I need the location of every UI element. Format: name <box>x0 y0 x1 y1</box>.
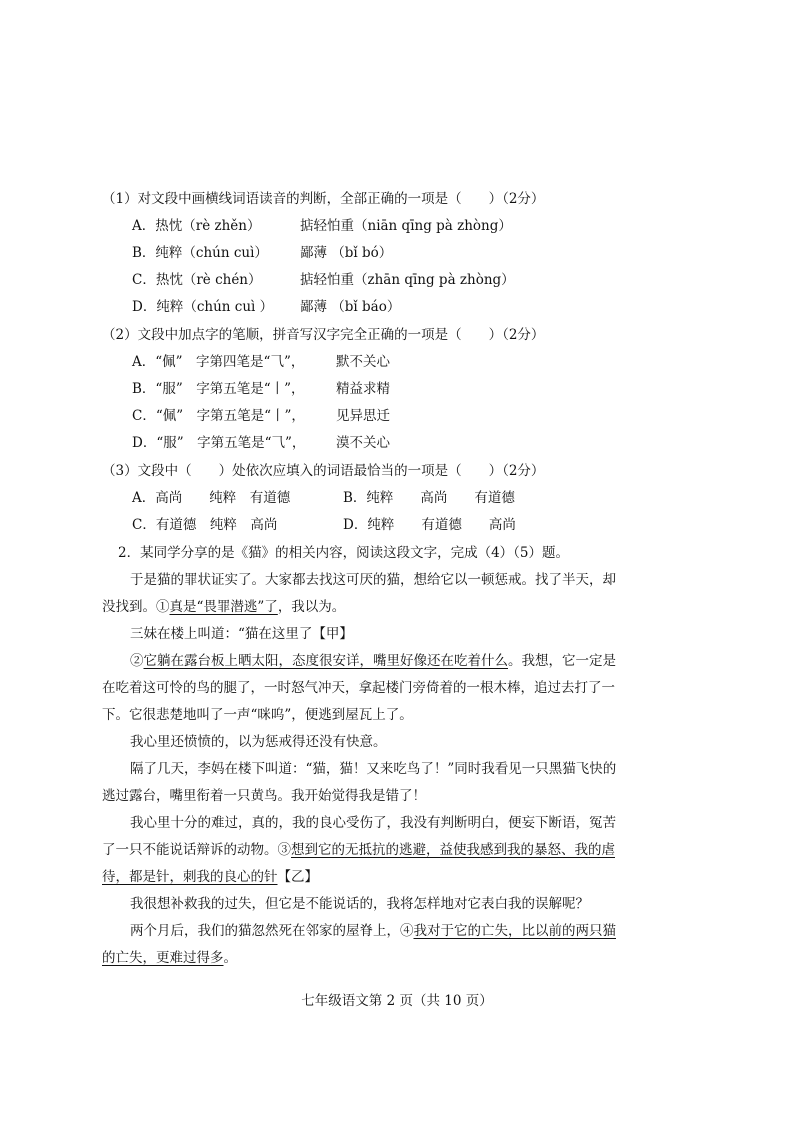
q1-option-c-left: C．热忱（rè chén） <box>132 272 262 288</box>
q1-option-c-right: 掂轻怕重（zhān qīng pà zhòng） <box>300 272 515 288</box>
passage-line: 了一只不能说话辩诉的动物。③想到它的无抵抗的逃避，益使我感到我的暴怒、我的虐 <box>102 842 615 858</box>
passage-line: 于是猫的罪状证实了。大家都去找这可厌的猫，想给它以一顿惩戒。找了半天，却 <box>130 572 616 588</box>
q3-option-c: C．有道德 纯粹 高尚 <box>132 517 278 533</box>
passage-line: 我心里还愤愤的，以为惩戒得还没有快意。 <box>130 734 387 750</box>
q1-stem: （1）对文段中画横线词语读音的判断，全部正确的一项是（ ）（2分） <box>102 191 545 207</box>
passage-line: 待，都是针，刺我的良心的针【乙】 <box>102 869 318 885</box>
section-2-heading: 2．某同学分享的是《猫》的相关内容，阅读这段文字，完成（4）（5）题。 <box>118 545 570 561</box>
q1-option-b-right: 鄙薄 （bǐ bó） <box>300 245 393 261</box>
q2-option-c-left: C．“佩” 字第五笔是“丨”， <box>132 408 305 424</box>
q2-stem: （2）文段中加点字的笔顺，拼音写汉字完全正确的一项是（ ）（2分） <box>102 327 545 343</box>
passage-line: 三妹在楼上叫道：“猫在这里了【甲】 <box>130 626 353 642</box>
passage-line: 我心里十分的难过，真的，我的良心受伤了，我没有判断明白，便妄下断语，冤苦 <box>130 815 616 831</box>
underlined-sentence-3: 想到它的无抵抗的逃避，益使我感到我的暴怒、我的虐 <box>291 842 615 858</box>
passage-line: 下。它很悲楚地叫了一声“咪呜”，便逃到屋瓦上了。 <box>102 707 413 723</box>
q2-option-b-right: 精益求精 <box>336 381 390 397</box>
q2-option-d-right: 漠不关心 <box>336 435 390 451</box>
q1-option-d-right: 鄙薄 （bǐ báo） <box>300 299 401 315</box>
passage-line: ②它躺在露台板上晒太阳，态度很安详，嘴里好像还在吃着什么。我想，它一定是 <box>130 653 616 669</box>
q1-option-a-right: 掂轻怕重（niān qīng pà zhòng） <box>300 218 512 234</box>
page-footer: 七年级语文第 2 页（共 10 页） <box>301 993 493 1009</box>
q2-option-c-right: 见异思迁 <box>336 408 390 424</box>
underlined-sentence-4-cont: 的亡失，更难过得多 <box>102 950 224 966</box>
q2-option-a-left: A．“佩” 字第四笔是“⺄”， <box>132 354 305 370</box>
q2-option-d-left: D．“服” 字第五笔是“⺄”， <box>132 435 306 451</box>
passage-line: 两个月后，我们的猫忽然死在邻家的屋脊上，④我对于它的亡失，比以前的两只猫 <box>130 923 616 939</box>
passage-line: 的亡失，更难过得多。 <box>102 950 237 966</box>
q2-option-a-right: 默不关心 <box>336 354 390 370</box>
passage-line: 隔了几天，李妈在楼下叫道：“猫，猫！又来吃鸟了！”同时我看见一只黑猫飞快的 <box>130 761 617 777</box>
underlined-sentence-2: 它躺在露台板上晒太阳，态度很安详，嘴里好像还在吃着什么 <box>143 653 508 669</box>
q2-option-b-left: B．“服” 字第五笔是“丨”， <box>132 381 305 397</box>
q1-option-d-left: D．纯粹（chún cuì ） <box>132 299 274 315</box>
underlined-sentence-1: 真是“畏罪潜逃”了 <box>169 599 278 615</box>
underlined-sentence-3-cont: 待，都是针，刺我的良心的针 <box>102 869 278 885</box>
passage-line: 没找到。①真是“畏罪潜逃”了，我以为。 <box>102 599 346 615</box>
q3-stem: （3）文段中（ ）处依次应填入的词语最恰当的一项是（ ）（2分） <box>102 463 545 479</box>
passage-line: 在吃着这可怜的鸟的腿了，一时怒气冲天，拿起楼门旁倚着的一根木棒，追过去打了一 <box>102 680 615 696</box>
passage-line: 逃过露台，嘴里衔着一只黄鸟。我开始觉得我是错了！ <box>102 788 426 804</box>
underlined-sentence-4: 我对于它的亡失，比以前的两只猫 <box>413 923 616 939</box>
passage-line: 我很想补救我的过失，但它是不能说话的，我将怎样地对它表白我的误解呢？ <box>130 896 589 912</box>
q3-option-b: B．纯粹 高尚 有道德 <box>343 490 515 506</box>
q3-option-d: D．纯粹 有道德 高尚 <box>343 517 516 533</box>
q1-option-b-left: B．纯粹（chún cuì） <box>132 245 268 261</box>
q3-option-a: A．高尚 纯粹 有道德 <box>132 490 291 506</box>
q1-option-a-left: A．热忱（rè zhěn） <box>132 218 261 234</box>
